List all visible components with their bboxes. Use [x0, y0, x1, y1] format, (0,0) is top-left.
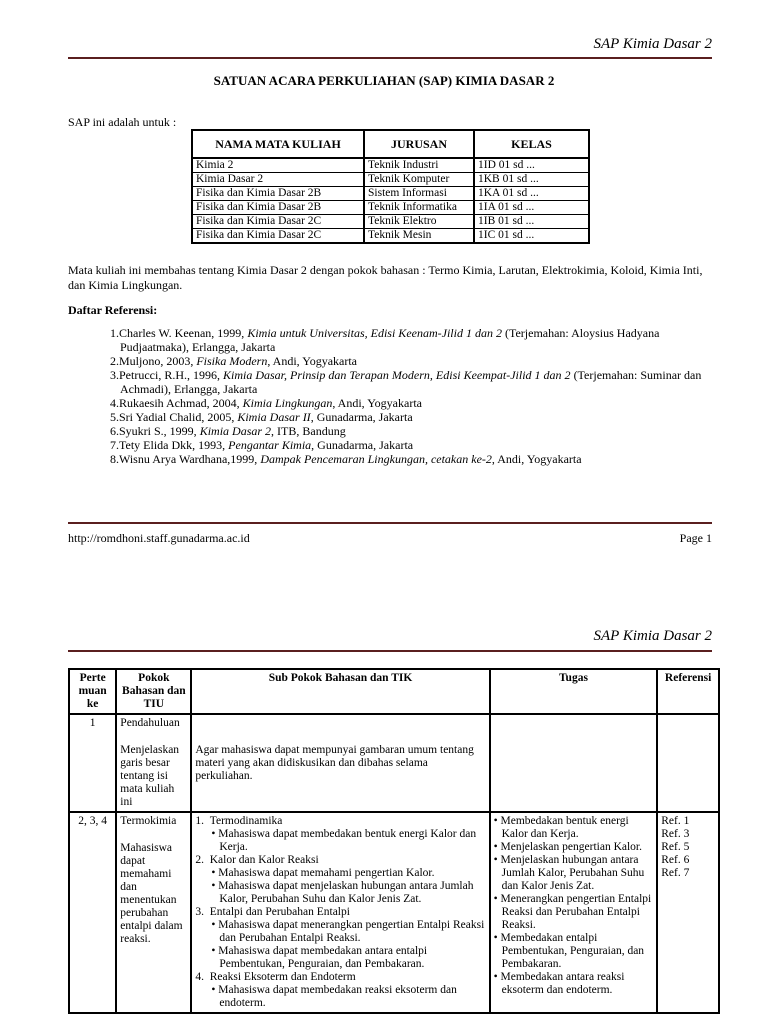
- reference-heading: Daftar Referensi:: [68, 303, 158, 317]
- reference-item: 1.Charles W. Keenan, 1999, Kimia untuk Universitas, Edisi Keenam-Jilid 1 dan 2 (Terjemahan: Aloysius Hadyana Pudjaatmaka), Erlangga, Jakarta: [110, 326, 660, 354]
- ref-item: Ref. 5: [661, 841, 690, 853]
- cell-jurusan: Teknik Industri: [364, 158, 474, 173]
- tik-text: Agar mahasiswa dapat mempunyai gambaran umum tentang materi yang akan didiskusikan dan dibahas selama perkuliahan.: [195, 744, 474, 782]
- table-row: [192, 187, 589, 201]
- cell-sub: [191, 714, 489, 812]
- list-item: • Mahasiswa dapat membedakan antara entalpi Pembentukan, Penguraian, dan Pembakaran.: [211, 945, 428, 970]
- col-header-nama: NAMA MATA KULIAH: [192, 130, 364, 158]
- list-item: • Mahasiswa dapat memahami pengertian Kalor.: [211, 867, 435, 879]
- cell-pokok: [116, 714, 191, 812]
- cell-pertemuan: 1: [69, 714, 116, 812]
- sub-topic: 1. Termodinamika: [195, 815, 283, 827]
- cell-kelas: 1ID 01 sd ...: [474, 158, 589, 173]
- cell-nama: Kimia 2: [192, 158, 364, 173]
- cell-kelas: 1KB 01 sd ...: [474, 173, 589, 187]
- reference-item: 8.Wisnu Arya Wardhana,1999, Dampak Pencemaran Lingkungan, cetakan ke-2, Andi, Yogyakarta: [110, 452, 582, 466]
- sub-topic: 4. Reaksi Eksoterm dan Endoterm: [195, 971, 356, 983]
- cell-kelas: 1IC 01 sd ...: [474, 229, 589, 244]
- tiu-text: Mahasiswa dapat memahami dan menentukan perubahan entalpi dalam reaksi.: [120, 842, 183, 945]
- intro-text: SAP ini adalah untuk :: [68, 115, 177, 129]
- list-item: • Menjelaskan pengertian Kalor.: [493, 841, 642, 853]
- header-rule: [68, 650, 712, 652]
- table-row: [192, 201, 589, 215]
- table-row: [192, 229, 589, 244]
- header-rule: [68, 57, 712, 59]
- cell-referensi: [657, 714, 719, 812]
- list-item: • Menerangkan pengertian Entalpi Reaksi dan Perubahan Entalpi Reaksi.: [493, 893, 652, 931]
- table-row: [192, 215, 589, 229]
- cell-tugas: [490, 714, 658, 812]
- ref-item: Ref. 6: [661, 854, 690, 866]
- sap-table: [68, 668, 720, 1014]
- document-page-2: [0, 618, 768, 1024]
- col-header-pertemuan: Perte muan ke: [69, 669, 116, 714]
- table-row: [69, 812, 719, 1013]
- pokok-title: Pendahuluan: [120, 717, 180, 729]
- cell-nama: Fisika dan Kimia Dasar 2B: [192, 187, 364, 201]
- cell-sub: [191, 812, 489, 1013]
- cell-jurusan: Teknik Elektro: [364, 215, 474, 229]
- ref-item: Ref. 3: [661, 828, 690, 840]
- reference-item: 3.Petrucci, R.H., 1996, Kimia Dasar, Prinsip dan Terapan Modern, Edisi Keempat-Jilid 1 dan 2 (Terjemahan: Suminar dan Achmadi), Erlangga, Jakarta: [110, 368, 702, 396]
- col-header-pokok: Pokok Bahasan dan TIU: [116, 669, 191, 714]
- list-item: • Membedakan bentuk energi Kalor dan Kerja.: [493, 815, 629, 840]
- reference-item: 5.Sri Yadial Chalid, 2005, Kimia Dasar II, Gunadarma, Jakarta: [110, 410, 413, 424]
- sub-topic: 2. Kalor dan Kalor Reaksi: [195, 854, 319, 866]
- cell-kelas: 1IA 01 sd ...: [474, 201, 589, 215]
- ref-item: Ref. 1: [661, 815, 690, 827]
- cell-tugas: [490, 812, 658, 1013]
- reference-item: 4.Rukaesih Achmad, 2004, Kimia Lingkungan, Andi, Yogyakarta: [110, 396, 422, 410]
- cell-kelas: 1KA 01 sd ...: [474, 187, 589, 201]
- footer-rule: [68, 522, 712, 524]
- pokok-title: Termokimia: [120, 815, 177, 827]
- col-header-tugas: Tugas: [490, 669, 658, 714]
- running-header: SAP Kimia Dasar 2: [593, 628, 712, 644]
- cell-jurusan: Teknik Informatika: [364, 201, 474, 215]
- col-header-jurusan: JURUSAN: [364, 130, 474, 158]
- list-item: • Membedakan antara reaksi eksoterm dan endoterm.: [493, 971, 625, 996]
- list-item: • Mahasiswa dapat menerangkan pengertian Entalpi Reaksi dan Perubahan Entalpi Reaksi.: [211, 919, 485, 944]
- reference-list: [110, 326, 720, 466]
- reference-item: 2.Muljono, 2003, Fisika Modern, Andi, Yogyakarta: [110, 354, 358, 368]
- cell-referensi: [657, 812, 719, 1013]
- ref-item: Ref. 7: [661, 867, 690, 879]
- cell-kelas: 1IB 01 sd ...: [474, 215, 589, 229]
- reference-item: 7.Tety Elida Dkk, 1993, Pengantar Kimia, Gunadarma, Jakarta: [110, 438, 414, 452]
- table-row: [192, 173, 589, 187]
- cell-nama: Kimia Dasar 2: [192, 173, 364, 187]
- col-header-referensi: Referensi: [657, 669, 719, 714]
- list-item: • Membedakan entalpi Pembentukan, Penguraian, dan Pembakaran.: [493, 932, 645, 970]
- cell-pokok: [116, 812, 191, 1013]
- list-item: • Mahasiswa dapat membedakan reaksi eksoterm dan endoterm.: [211, 984, 457, 1009]
- footer-url-link[interactable]: http://romdhoni.staff.gunadarma.ac.id: [68, 531, 250, 545]
- sub-topic: 3. Entalpi dan Perubahan Entalpi: [195, 906, 350, 918]
- tiu-text: Menjelaskan garis besar tentang isi mata kuliah ini: [120, 744, 180, 808]
- course-description: Mata kuliah ini membahas tentang Kimia Dasar 2 dengan pokok bahasan : Termo Kimia, Larutan, Elektrokimia, Koloid, Kimia Inti, dan Kimia Lingkungan.: [68, 263, 703, 292]
- cell-nama: Fisika dan Kimia Dasar 2B: [192, 201, 364, 215]
- cell-nama: Fisika dan Kimia Dasar 2C: [192, 215, 364, 229]
- list-item: • Mahasiswa dapat menjelaskan hubungan antara Jumlah Kalor, Perubahan Suhu dan Kalor Jenis Zat.: [211, 880, 474, 905]
- page-gap: [0, 560, 768, 618]
- cell-pertemuan: 2, 3, 4: [69, 812, 116, 1013]
- cell-nama: Fisika dan Kimia Dasar 2C: [192, 229, 364, 244]
- list-item: • Menjelaskan hubungan antara Jumlah Kalor, Perubahan Suhu dan Kalor Jenis Zat.: [493, 854, 645, 892]
- table-row: [69, 714, 719, 812]
- cell-jurusan: Sistem Informasi: [364, 187, 474, 201]
- cell-jurusan: Teknik Komputer: [364, 173, 474, 187]
- document-title: SATUAN ACARA PERKULIAHAN (SAP) KIMIA DASAR 2: [213, 73, 555, 88]
- running-header: SAP Kimia Dasar 2: [593, 36, 712, 52]
- col-header-kelas: KELAS: [474, 130, 589, 158]
- col-header-sub: Sub Pokok Bahasan dan TIK: [191, 669, 489, 714]
- table-row: [192, 158, 589, 173]
- list-item: • Mahasiswa dapat membedakan bentuk energi Kalor dan Kerja.: [211, 828, 477, 853]
- reference-item: 6.Syukri S., 1999, Kimia Dasar 2, ITB, Bandung: [110, 424, 346, 438]
- footer-page-number: Page 1: [679, 531, 712, 545]
- class-table: [191, 129, 590, 244]
- cell-jurusan: Teknik Mesin: [364, 229, 474, 244]
